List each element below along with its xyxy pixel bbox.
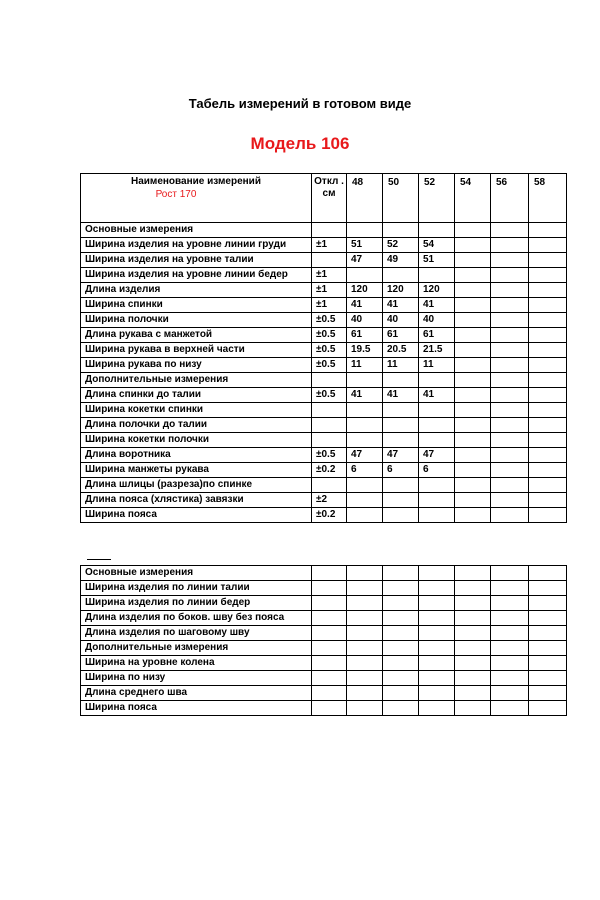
size-value-cell: 47 — [383, 448, 419, 463]
size-value-cell — [529, 418, 567, 433]
empty-value-cell — [347, 566, 383, 581]
separator-line — [87, 559, 111, 560]
empty-value-cell — [419, 671, 455, 686]
table-row — [81, 418, 567, 433]
size-value-cell — [455, 313, 491, 328]
size-value-cell — [529, 433, 567, 448]
size-value-cell — [455, 388, 491, 403]
size-value-cell — [529, 403, 567, 418]
measurement-name: Длина воротника — [81, 448, 312, 463]
size-value-cell — [529, 448, 567, 463]
document-title: Табель измерений в готовом виде — [188, 96, 412, 111]
empty-value-cell — [312, 581, 347, 596]
size-value-cell: 21.5 — [419, 343, 455, 358]
size-value-cell — [491, 313, 529, 328]
empty-value-cell — [383, 701, 419, 716]
table-row — [81, 596, 567, 611]
empty-value-cell — [347, 596, 383, 611]
deviation-cell — [312, 418, 347, 433]
empty-value-cell — [347, 641, 383, 656]
size-value-cell: 52 — [383, 238, 419, 253]
empty-value-cell — [419, 626, 455, 641]
deviation-cell: ±0.2 — [312, 508, 347, 523]
measurement-name: Ширина изделия на уровне линии бедер — [81, 268, 312, 283]
table-row — [81, 313, 567, 328]
size-value-cell — [491, 388, 529, 403]
empty-value-cell — [419, 686, 455, 701]
size-value-cell: 47 — [419, 448, 455, 463]
empty-value-cell — [455, 611, 491, 626]
size-value-cell: 20.5 — [383, 343, 419, 358]
empty-value-cell — [491, 581, 529, 596]
empty-value-cell — [529, 686, 567, 701]
header-size: 58 — [529, 174, 567, 223]
size-value-cell — [491, 403, 529, 418]
empty-value-cell — [419, 701, 455, 716]
empty-value-cell — [419, 641, 455, 656]
header-size: 48 — [347, 174, 383, 223]
size-value-cell — [529, 223, 567, 238]
size-value-cell — [455, 478, 491, 493]
size-value-cell — [455, 508, 491, 523]
table-row — [81, 626, 567, 641]
size-value-cell — [419, 268, 455, 283]
deviation-cell — [312, 433, 347, 448]
size-value-cell — [491, 418, 529, 433]
table-row — [81, 478, 567, 493]
size-value-cell — [347, 493, 383, 508]
table-row — [81, 448, 567, 463]
empty-value-cell — [312, 671, 347, 686]
size-value-cell: 51 — [419, 253, 455, 268]
empty-value-cell — [347, 656, 383, 671]
size-value-cell — [455, 253, 491, 268]
size-value-cell: 6 — [419, 463, 455, 478]
size-value-cell: 6 — [347, 463, 383, 478]
deviation-cell: ±0.5 — [312, 448, 347, 463]
size-value-cell — [529, 478, 567, 493]
empty-value-cell — [491, 566, 529, 581]
size-value-cell — [419, 478, 455, 493]
measurement-name: Основные измерения — [81, 566, 312, 581]
size-value-cell — [491, 463, 529, 478]
empty-value-cell — [312, 566, 347, 581]
empty-value-cell — [529, 596, 567, 611]
size-value-cell — [419, 508, 455, 523]
size-value-cell — [491, 253, 529, 268]
size-value-cell: 41 — [347, 388, 383, 403]
empty-value-cell — [529, 611, 567, 626]
header-name-label: Наименование измерений — [131, 176, 261, 187]
empty-value-cell — [383, 641, 419, 656]
header-name-cell — [81, 174, 312, 223]
deviation-cell: ±1 — [312, 268, 347, 283]
size-value-cell — [491, 343, 529, 358]
header-size: 50 — [383, 174, 419, 223]
size-value-cell: 40 — [347, 313, 383, 328]
size-value-cell — [529, 388, 567, 403]
size-value-cell — [491, 283, 529, 298]
empty-value-cell — [312, 686, 347, 701]
measurement-name: Ширина изделия на уровне талии — [81, 253, 312, 268]
size-value-cell — [455, 433, 491, 448]
size-value-cell — [347, 373, 383, 388]
empty-value-cell — [347, 626, 383, 641]
size-value-cell: 41 — [419, 388, 455, 403]
size-value-cell — [383, 433, 419, 448]
empty-value-cell — [419, 611, 455, 626]
measurement-name: Дополнительные измерения — [81, 373, 312, 388]
empty-value-cell — [312, 641, 347, 656]
empty-value-cell — [347, 686, 383, 701]
size-value-cell — [419, 223, 455, 238]
empty-value-cell — [455, 686, 491, 701]
size-value-cell — [455, 283, 491, 298]
table-row — [81, 298, 567, 313]
empty-value-cell — [347, 581, 383, 596]
size-value-cell — [529, 508, 567, 523]
size-value-cell — [455, 343, 491, 358]
table-row — [81, 268, 567, 283]
size-value-cell — [455, 268, 491, 283]
table-row — [81, 641, 567, 656]
deviation-cell: ±1 — [312, 298, 347, 313]
size-value-cell: 47 — [347, 253, 383, 268]
header-size: 54 — [455, 174, 491, 223]
size-value-cell: 49 — [383, 253, 419, 268]
empty-value-cell — [491, 626, 529, 641]
size-value-cell — [455, 328, 491, 343]
size-value-cell — [455, 223, 491, 238]
size-value-cell — [347, 508, 383, 523]
size-value-cell — [455, 373, 491, 388]
table-row — [81, 388, 567, 403]
measurement-name: Ширина манжеты рукава — [81, 463, 312, 478]
size-value-cell — [529, 463, 567, 478]
measurement-name: Ширина полочки — [81, 313, 312, 328]
size-value-cell: 6 — [383, 463, 419, 478]
size-value-cell — [455, 463, 491, 478]
deviation-cell — [312, 478, 347, 493]
measurement-name: Длина среднего шва — [81, 686, 312, 701]
size-value-cell: 120 — [347, 283, 383, 298]
empty-value-cell — [419, 566, 455, 581]
size-value-cell — [491, 373, 529, 388]
size-value-cell — [419, 433, 455, 448]
empty-value-cell — [383, 686, 419, 701]
empty-value-cell — [383, 656, 419, 671]
empty-value-cell — [419, 656, 455, 671]
deviation-cell: ±1 — [312, 283, 347, 298]
size-value-cell — [491, 433, 529, 448]
empty-value-cell — [491, 686, 529, 701]
table-row — [81, 656, 567, 671]
table-row — [81, 403, 567, 418]
empty-value-cell — [455, 626, 491, 641]
size-value-cell: 40 — [419, 313, 455, 328]
size-value-cell — [419, 373, 455, 388]
empty-value-cell — [455, 596, 491, 611]
empty-value-cell — [491, 656, 529, 671]
empty-value-cell — [529, 581, 567, 596]
empty-value-cell — [383, 596, 419, 611]
table-row — [81, 253, 567, 268]
size-value-cell — [455, 418, 491, 433]
size-value-cell — [383, 418, 419, 433]
size-value-cell — [455, 358, 491, 373]
measurement-name: Ширина изделия по линии талии — [81, 581, 312, 596]
empty-value-cell — [529, 671, 567, 686]
empty-value-cell — [312, 656, 347, 671]
measurement-name: Дополнительные измерения — [81, 641, 312, 656]
empty-value-cell — [383, 581, 419, 596]
measurement-name: Основные измерения — [81, 223, 312, 238]
size-value-cell: 61 — [419, 328, 455, 343]
size-value-cell — [455, 448, 491, 463]
table-row — [81, 701, 567, 716]
empty-value-cell — [383, 626, 419, 641]
size-value-cell — [419, 403, 455, 418]
header-deviation: Откл . см — [312, 174, 347, 223]
measurement-name: Длина изделия по шаговому шву — [81, 626, 312, 641]
deviation-cell: ±0.5 — [312, 313, 347, 328]
size-value-cell — [529, 493, 567, 508]
size-value-cell — [347, 403, 383, 418]
size-value-cell — [383, 493, 419, 508]
table-header-row — [81, 174, 567, 223]
size-value-cell: 41 — [383, 388, 419, 403]
size-value-cell — [347, 268, 383, 283]
size-value-cell — [491, 493, 529, 508]
size-value-cell: 19.5 — [347, 343, 383, 358]
size-value-cell: 41 — [419, 298, 455, 313]
empty-value-cell — [419, 581, 455, 596]
size-value-cell — [529, 238, 567, 253]
empty-value-cell — [529, 656, 567, 671]
size-value-cell — [529, 343, 567, 358]
size-value-cell: 51 — [347, 238, 383, 253]
measurement-name: Ширина пояса — [81, 701, 312, 716]
size-value-cell — [347, 478, 383, 493]
empty-value-cell — [491, 701, 529, 716]
empty-value-cell — [383, 671, 419, 686]
deviation-cell: ±0.2 — [312, 463, 347, 478]
size-value-cell — [491, 508, 529, 523]
size-value-cell: 120 — [383, 283, 419, 298]
size-value-cell — [529, 283, 567, 298]
size-value-cell — [383, 508, 419, 523]
deviation-cell: ±0.5 — [312, 343, 347, 358]
empty-value-cell — [312, 701, 347, 716]
size-value-cell — [383, 403, 419, 418]
measurement-name: Ширина рукава в верхней части — [81, 343, 312, 358]
measurement-name: Ширина пояса — [81, 508, 312, 523]
size-value-cell — [491, 238, 529, 253]
size-value-cell: 40 — [383, 313, 419, 328]
empty-value-cell — [491, 596, 529, 611]
table-row — [81, 463, 567, 478]
size-value-cell — [529, 268, 567, 283]
size-value-cell — [491, 478, 529, 493]
size-value-cell — [491, 223, 529, 238]
deviation-cell — [312, 223, 347, 238]
measurements-table — [80, 173, 567, 523]
size-value-cell: 54 — [419, 238, 455, 253]
trousers-measurements-table — [80, 565, 567, 716]
size-value-cell: 41 — [383, 298, 419, 313]
size-value-cell: 120 — [419, 283, 455, 298]
empty-value-cell — [529, 626, 567, 641]
empty-value-cell — [312, 596, 347, 611]
size-value-cell — [491, 268, 529, 283]
deviation-cell — [312, 373, 347, 388]
empty-value-cell — [455, 701, 491, 716]
measurement-name: Длина рукава с манжетой — [81, 328, 312, 343]
measurement-name: Длина спинки до талии — [81, 388, 312, 403]
table-row — [81, 493, 567, 508]
header-size: 56 — [491, 174, 529, 223]
table-row — [81, 508, 567, 523]
empty-value-cell — [455, 671, 491, 686]
measurement-name: Ширина по низу — [81, 671, 312, 686]
table-row — [81, 581, 567, 596]
measurement-name: Ширина на уровне колена — [81, 656, 312, 671]
empty-value-cell — [491, 611, 529, 626]
size-value-cell: 11 — [419, 358, 455, 373]
size-value-cell — [419, 493, 455, 508]
empty-value-cell — [455, 581, 491, 596]
table-row — [81, 238, 567, 253]
size-value-cell — [383, 373, 419, 388]
measurement-name: Длина шлицы (разреза)по спинке — [81, 478, 312, 493]
empty-value-cell — [491, 641, 529, 656]
size-value-cell — [491, 448, 529, 463]
size-value-cell — [455, 403, 491, 418]
size-value-cell — [347, 433, 383, 448]
table-row — [81, 433, 567, 448]
measurement-name: Ширина спинки — [81, 298, 312, 313]
empty-value-cell — [347, 701, 383, 716]
size-value-cell: 61 — [383, 328, 419, 343]
size-value-cell — [529, 358, 567, 373]
empty-value-cell — [455, 641, 491, 656]
table-row — [81, 373, 567, 388]
empty-value-cell — [529, 566, 567, 581]
measurement-name: Ширина кокетки полочки — [81, 433, 312, 448]
size-value-cell: 41 — [347, 298, 383, 313]
size-value-cell: 47 — [347, 448, 383, 463]
size-value-cell — [529, 313, 567, 328]
deviation-cell: ±0.5 — [312, 388, 347, 403]
measurement-name: Длина изделия — [81, 283, 312, 298]
empty-value-cell — [455, 656, 491, 671]
measurement-name: Ширина изделия по линии бедер — [81, 596, 312, 611]
table-row — [81, 686, 567, 701]
measurement-name: Ширина кокетки спинки — [81, 403, 312, 418]
empty-value-cell — [312, 611, 347, 626]
size-value-cell — [383, 268, 419, 283]
deviation-cell — [312, 253, 347, 268]
measurement-name: Ширина изделия на уровне линии груди — [81, 238, 312, 253]
deviation-cell — [312, 403, 347, 418]
empty-value-cell — [419, 596, 455, 611]
size-value-cell — [529, 328, 567, 343]
size-value-cell — [491, 328, 529, 343]
size-value-cell — [529, 298, 567, 313]
size-value-cell — [455, 298, 491, 313]
table-row — [81, 283, 567, 298]
table-row — [81, 223, 567, 238]
model-title: Модель 106 — [250, 134, 350, 153]
size-value-cell: 11 — [347, 358, 383, 373]
deviation-cell: ±1 — [312, 238, 347, 253]
size-value-cell — [383, 478, 419, 493]
empty-value-cell — [383, 566, 419, 581]
empty-value-cell — [383, 611, 419, 626]
deviation-cell: ±0.5 — [312, 358, 347, 373]
header-size: 52 — [419, 174, 455, 223]
height-label: Рост 170 — [155, 189, 197, 200]
size-value-cell — [347, 223, 383, 238]
deviation-cell: ±0.5 — [312, 328, 347, 343]
size-value-cell — [455, 493, 491, 508]
table-row — [81, 358, 567, 373]
empty-value-cell — [491, 671, 529, 686]
size-value-cell — [419, 418, 455, 433]
size-value-cell — [383, 223, 419, 238]
table-row — [81, 343, 567, 358]
size-value-cell: 61 — [347, 328, 383, 343]
deviation-cell: ±2 — [312, 493, 347, 508]
table-row — [81, 328, 567, 343]
size-value-cell — [529, 253, 567, 268]
size-value-cell — [491, 358, 529, 373]
measurement-name: Длина изделия по боков. шву без пояса — [81, 611, 312, 626]
measurement-name: Длина полочки до талии — [81, 418, 312, 433]
empty-value-cell — [347, 671, 383, 686]
size-value-cell — [529, 373, 567, 388]
empty-value-cell — [312, 626, 347, 641]
table-row — [81, 671, 567, 686]
size-value-cell: 11 — [383, 358, 419, 373]
empty-value-cell — [455, 566, 491, 581]
empty-value-cell — [529, 641, 567, 656]
table-row — [81, 611, 567, 626]
measurement-name: Длина пояса (хлястика) завязки — [81, 493, 312, 508]
table-row — [81, 566, 567, 581]
size-value-cell — [347, 418, 383, 433]
measurement-name: Ширина рукава по низу — [81, 358, 312, 373]
size-value-cell — [491, 298, 529, 313]
empty-value-cell — [347, 611, 383, 626]
empty-value-cell — [529, 701, 567, 716]
size-value-cell — [455, 238, 491, 253]
